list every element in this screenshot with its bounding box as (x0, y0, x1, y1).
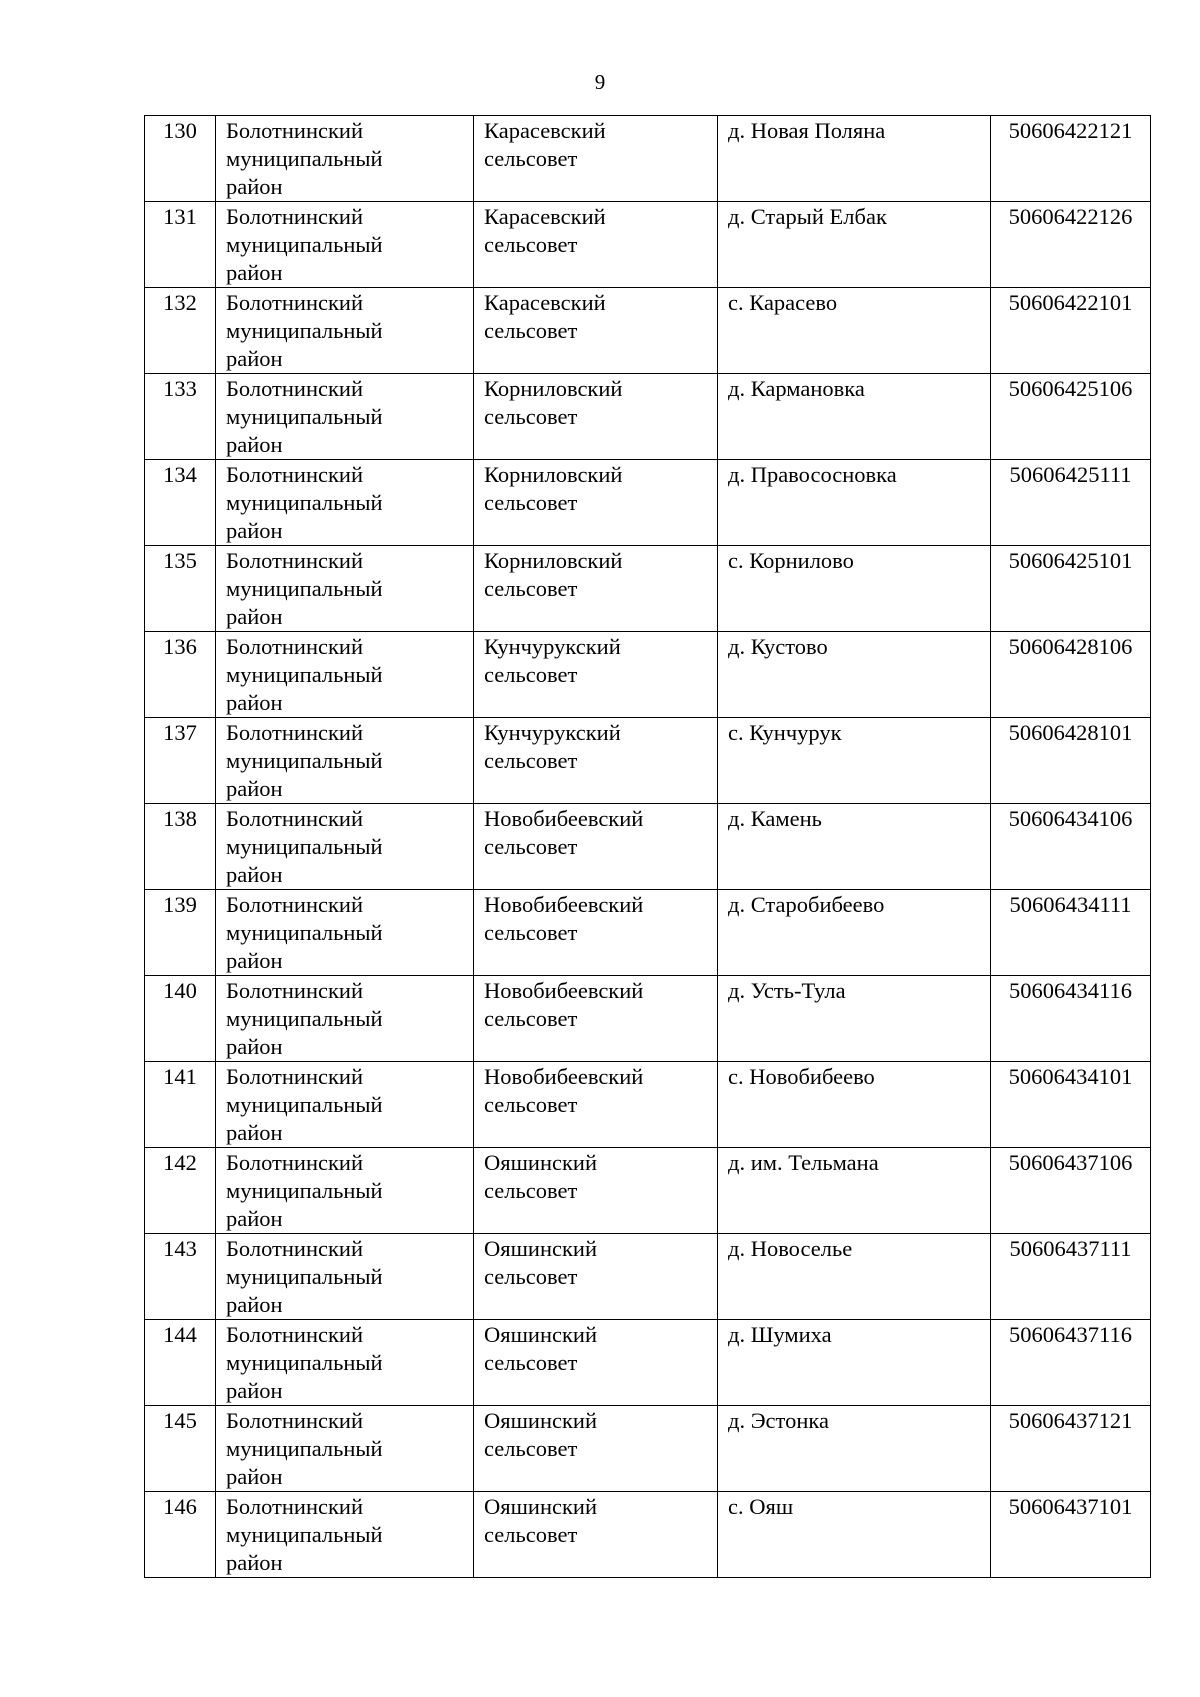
oktmo-code: 50606434116 (1009, 978, 1132, 1003)
council-cell (474, 718, 718, 804)
settlement-cell (718, 1234, 991, 1320)
council-cell (474, 1062, 718, 1148)
district-name: Болотнинский муниципальный район (226, 290, 383, 371)
settlement-name: д. Кармановка (728, 376, 865, 401)
district-name: Болотнинский муниципальный район (226, 548, 383, 629)
council-name: Корниловский сельсовет (484, 376, 623, 429)
oktmo-code: 50606422126 (1008, 204, 1133, 229)
settlement-cell (718, 976, 991, 1062)
council-name: Ояшинский сельсовет (484, 1150, 598, 1203)
settlement-cell (718, 1320, 991, 1406)
row-number-cell (145, 202, 216, 288)
code-cell (991, 1148, 1151, 1234)
row-number-cell (145, 804, 216, 890)
code-cell (991, 202, 1151, 288)
oktmo-code: 50606428101 (1008, 720, 1133, 745)
row-number: 141 (163, 1064, 197, 1089)
code-cell (991, 1406, 1151, 1492)
oktmo-code: 50606425111 (1009, 462, 1132, 487)
code-cell (991, 374, 1151, 460)
table-row (145, 1320, 1151, 1406)
oktmo-code: 50606434101 (1008, 1064, 1133, 1089)
oktmo-code: 50606437111 (1009, 1236, 1132, 1261)
row-number: 144 (163, 1322, 197, 1347)
district-cell (216, 288, 474, 374)
row-number-cell (145, 1406, 216, 1492)
oktmo-code: 50606422121 (1008, 118, 1133, 143)
district-name: Болотнинский муниципальный район (226, 1064, 383, 1145)
settlement-name: д. Усть-Тула (728, 978, 846, 1003)
district-cell (216, 1148, 474, 1234)
code-cell (991, 632, 1151, 718)
table-row (145, 116, 1151, 202)
settlement-cell (718, 1062, 991, 1148)
settlement-cell (718, 288, 991, 374)
settlement-cell (718, 632, 991, 718)
council-cell (474, 976, 718, 1062)
district-cell (216, 460, 474, 546)
settlement-name: д. Кустово (728, 634, 828, 659)
row-number: 146 (163, 1494, 197, 1519)
council-cell (474, 1492, 718, 1578)
oktmo-code: 50606428106 (1008, 634, 1133, 659)
settlement-cell (718, 1148, 991, 1234)
table-row (145, 1492, 1151, 1578)
settlement-name: с. Карасево (728, 290, 838, 315)
settlement-name: д. им. Тельмана (728, 1150, 879, 1175)
row-number-cell (145, 116, 216, 202)
table-row (145, 202, 1151, 288)
oktmo-code: 50606437101 (1008, 1494, 1133, 1519)
council-name: Карасевский сельсовет (484, 290, 606, 343)
settlement-name: д. Камень (728, 806, 822, 831)
council-cell (474, 890, 718, 976)
row-number-cell (145, 460, 216, 546)
row-number: 139 (163, 892, 197, 917)
row-number-cell (145, 976, 216, 1062)
row-number: 135 (163, 548, 197, 573)
oktmo-code: 50606425101 (1008, 548, 1133, 573)
code-cell (991, 1320, 1151, 1406)
settlement-cell (718, 202, 991, 288)
row-number: 145 (163, 1408, 197, 1433)
council-cell (474, 804, 718, 890)
oktmo-code: 50606434111 (1009, 892, 1132, 917)
row-number: 130 (163, 118, 197, 143)
council-cell (474, 1320, 718, 1406)
district-name: Болотнинский муниципальный район (226, 1408, 383, 1489)
row-number-cell (145, 632, 216, 718)
council-cell (474, 632, 718, 718)
district-cell (216, 632, 474, 718)
settlement-cell (718, 546, 991, 632)
district-cell (216, 1234, 474, 1320)
council-name: Ояшинский сельсовет (484, 1322, 598, 1375)
code-cell (991, 804, 1151, 890)
settlement-name: д. Старобибеево (728, 892, 885, 917)
table-body (145, 116, 1151, 1578)
table-row (145, 632, 1151, 718)
council-name: Новобибеевский сельсовет (484, 892, 644, 945)
row-number-cell (145, 374, 216, 460)
council-name: Кунчурукский сельсовет (484, 720, 621, 773)
settlement-cell (718, 116, 991, 202)
settlement-cell (718, 460, 991, 546)
oktmo-code: 50606437106 (1008, 1150, 1133, 1175)
district-cell (216, 202, 474, 288)
table-row (145, 546, 1151, 632)
council-name: Корниловский сельсовет (484, 462, 623, 515)
row-number-cell (145, 1148, 216, 1234)
district-name: Болотнинский муниципальный район (226, 1150, 383, 1231)
settlement-cell (718, 804, 991, 890)
row-number: 132 (163, 290, 197, 315)
row-number-cell (145, 890, 216, 976)
district-name: Болотнинский муниципальный район (226, 806, 383, 887)
settlements-table (144, 115, 1151, 1578)
district-name: Болотнинский муниципальный район (226, 720, 383, 801)
code-cell (991, 718, 1151, 804)
row-number: 136 (163, 634, 197, 659)
code-cell (991, 1492, 1151, 1578)
table-row (145, 976, 1151, 1062)
settlement-cell (718, 374, 991, 460)
code-cell (991, 288, 1151, 374)
code-cell (991, 460, 1151, 546)
district-cell (216, 718, 474, 804)
council-name: Корниловский сельсовет (484, 548, 623, 601)
table-row (145, 718, 1151, 804)
district-cell (216, 546, 474, 632)
settlement-name: с. Ояш (728, 1494, 794, 1519)
table-row (145, 460, 1151, 546)
oktmo-code: 50606437121 (1008, 1408, 1133, 1433)
settlement-name: д. Правососновка (728, 462, 897, 487)
district-name: Болотнинский муниципальный район (226, 1494, 383, 1575)
council-cell (474, 288, 718, 374)
row-number-cell (145, 288, 216, 374)
council-name: Новобибеевский сельсовет (484, 1064, 644, 1117)
settlement-name: д. Старый Елбак (728, 204, 887, 229)
code-cell (991, 1062, 1151, 1148)
council-name: Ояшинский сельсовет (484, 1408, 598, 1461)
council-name: Карасевский сельсовет (484, 118, 606, 171)
page-number: 9 (594, 70, 606, 94)
council-cell (474, 116, 718, 202)
row-number: 138 (163, 806, 197, 831)
settlement-cell (718, 718, 991, 804)
table-row (145, 1234, 1151, 1320)
row-number: 131 (163, 204, 197, 229)
settlement-name: д. Новая Поляна (728, 118, 886, 143)
settlement-name: с. Новобибеево (728, 1064, 875, 1089)
row-number: 143 (163, 1236, 197, 1261)
settlement-name: д. Эстонка (728, 1408, 829, 1433)
district-name: Болотнинский муниципальный район (226, 1236, 383, 1317)
code-cell (991, 890, 1151, 976)
district-cell (216, 890, 474, 976)
district-cell (216, 116, 474, 202)
table-row (145, 1406, 1151, 1492)
row-number-cell (145, 1320, 216, 1406)
code-cell (991, 1234, 1151, 1320)
settlement-cell (718, 890, 991, 976)
table-row (145, 1062, 1151, 1148)
table-row (145, 1148, 1151, 1234)
row-number-cell (145, 718, 216, 804)
council-name: Новобибеевский сельсовет (484, 978, 644, 1031)
oktmo-code: 50606422101 (1008, 290, 1133, 315)
council-cell (474, 374, 718, 460)
oktmo-code: 50606434106 (1008, 806, 1133, 831)
district-name: Болотнинский муниципальный район (226, 634, 383, 715)
council-name: Ояшинский сельсовет (484, 1494, 598, 1547)
district-name: Болотнинский муниципальный район (226, 892, 383, 973)
oktmo-code: 50606437116 (1009, 1322, 1132, 1347)
row-number: 137 (163, 720, 197, 745)
council-cell (474, 1234, 718, 1320)
settlement-name: д. Шумиха (728, 1322, 832, 1347)
district-name: Болотнинский муниципальный район (226, 376, 383, 457)
code-cell (991, 546, 1151, 632)
council-name: Карасевский сельсовет (484, 204, 606, 257)
settlement-name: с. Корнилово (728, 548, 854, 573)
row-number-cell (145, 1234, 216, 1320)
council-cell (474, 460, 718, 546)
row-number: 134 (163, 462, 197, 487)
settlement-name: д. Новоселье (728, 1236, 853, 1261)
council-name: Ояшинский сельсовет (484, 1236, 598, 1289)
district-name: Болотнинский муниципальный район (226, 462, 383, 543)
district-cell (216, 1062, 474, 1148)
row-number-cell (145, 1062, 216, 1148)
district-cell (216, 374, 474, 460)
district-name: Болотнинский муниципальный район (226, 204, 383, 285)
council-cell (474, 202, 718, 288)
council-cell (474, 546, 718, 632)
district-name: Болотнинский муниципальный район (226, 118, 383, 199)
settlement-name: с. Кунчурук (728, 720, 842, 745)
table-row (145, 288, 1151, 374)
row-number: 133 (163, 376, 197, 401)
district-cell (216, 976, 474, 1062)
settlement-cell (718, 1492, 991, 1578)
district-name: Болотнинский муниципальный район (226, 1322, 383, 1403)
row-number: 142 (163, 1150, 197, 1175)
code-cell (991, 976, 1151, 1062)
district-cell (216, 1320, 474, 1406)
table-row (145, 890, 1151, 976)
council-cell (474, 1406, 718, 1492)
district-cell (216, 1406, 474, 1492)
oktmo-code: 50606425106 (1008, 376, 1133, 401)
row-number-cell (145, 1492, 216, 1578)
row-number-cell (145, 546, 216, 632)
table-row (145, 374, 1151, 460)
district-name: Болотнинский муниципальный район (226, 978, 383, 1059)
table-row (145, 804, 1151, 890)
council-name: Кунчурукский сельсовет (484, 634, 621, 687)
council-cell (474, 1148, 718, 1234)
district-cell (216, 804, 474, 890)
council-name: Новобибеевский сельсовет (484, 806, 644, 859)
row-number: 140 (163, 978, 197, 1003)
settlement-cell (718, 1406, 991, 1492)
code-cell (991, 116, 1151, 202)
district-cell (216, 1492, 474, 1578)
